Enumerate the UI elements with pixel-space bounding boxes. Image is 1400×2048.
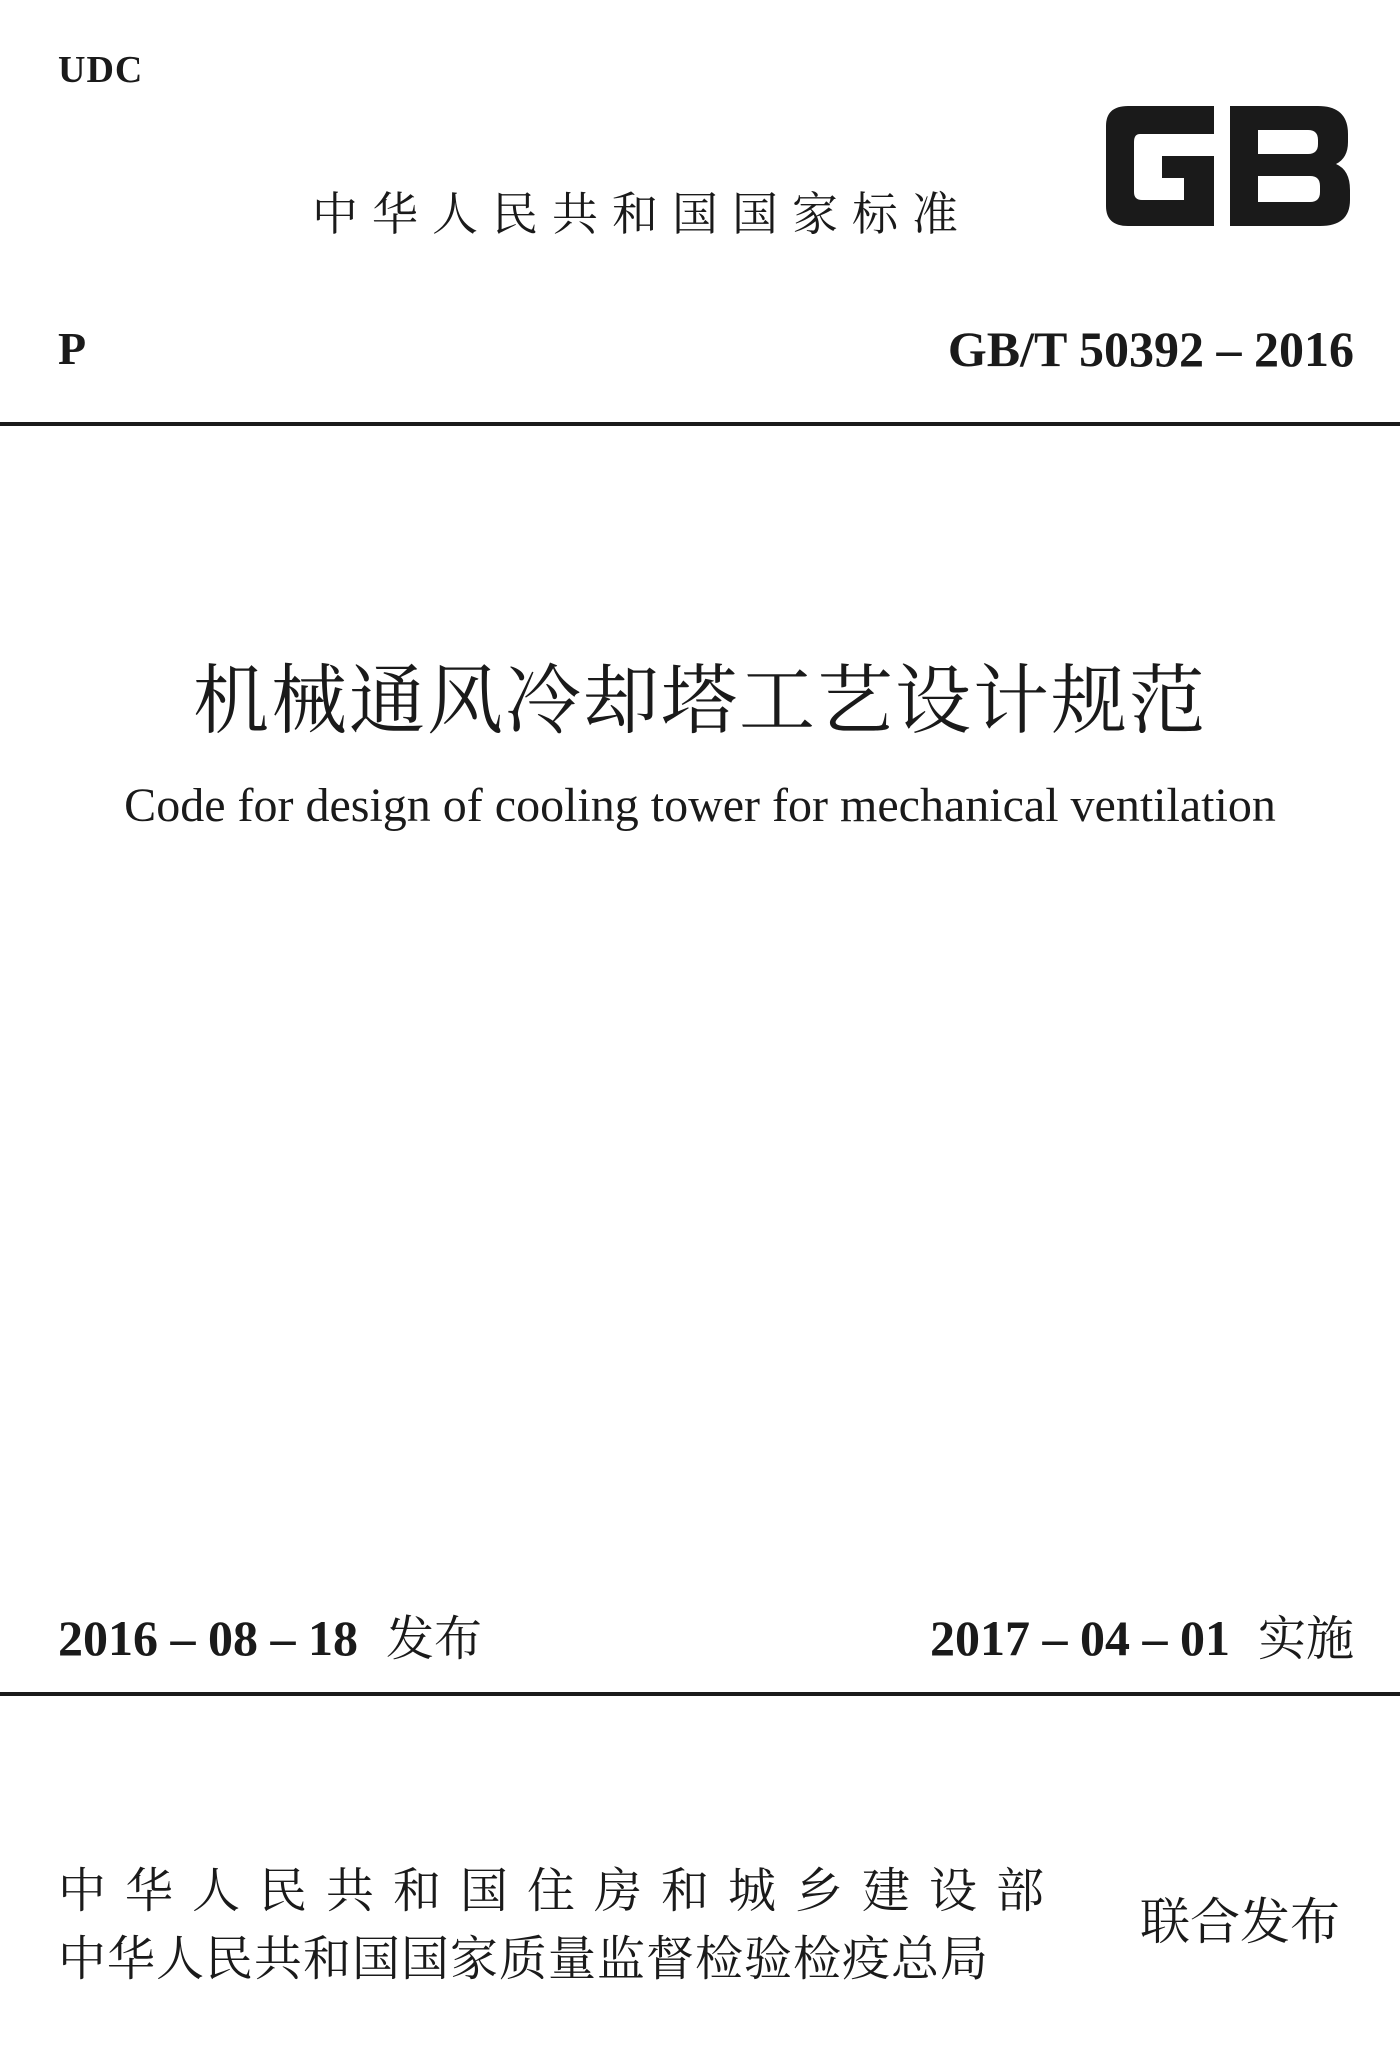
- issuer-quality-supervision: 中华人民共和国国家质量监督检验检疫总局: [58, 1931, 990, 1987]
- publish-date: 2016 – 08 – 18: [58, 1610, 358, 1666]
- issuer-ministry-housing: 中华人民共和国住房和城乡建设部: [58, 1863, 1064, 1919]
- udc-label: UDC: [58, 49, 144, 91]
- implement-date: 2017 – 04 – 01: [929, 1610, 1230, 1666]
- top-divider: [0, 422, 1400, 426]
- title-english: Code for design of cooling tower for mechanical ventilation: [124, 779, 1276, 832]
- implement-date-block: [930, 1600, 1354, 1669]
- standard-code-number: GB/T 50392 – 2016: [947, 321, 1354, 377]
- country-standard-heading: 中华人民共和国国家标准: [312, 187, 972, 241]
- category-label: P: [58, 323, 87, 374]
- gb-logo: [1096, 98, 1358, 234]
- publish-date-block: [58, 1600, 482, 1669]
- title-chinese: 机械通风冷却塔工艺设计规范: [193, 656, 1207, 745]
- joint-publish-label: 联合发布: [1140, 1893, 1340, 1951]
- implement-label: 实施: [1257, 1611, 1354, 1667]
- bottom-divider: [0, 1692, 1400, 1696]
- publish-label: 发布: [386, 1611, 483, 1667]
